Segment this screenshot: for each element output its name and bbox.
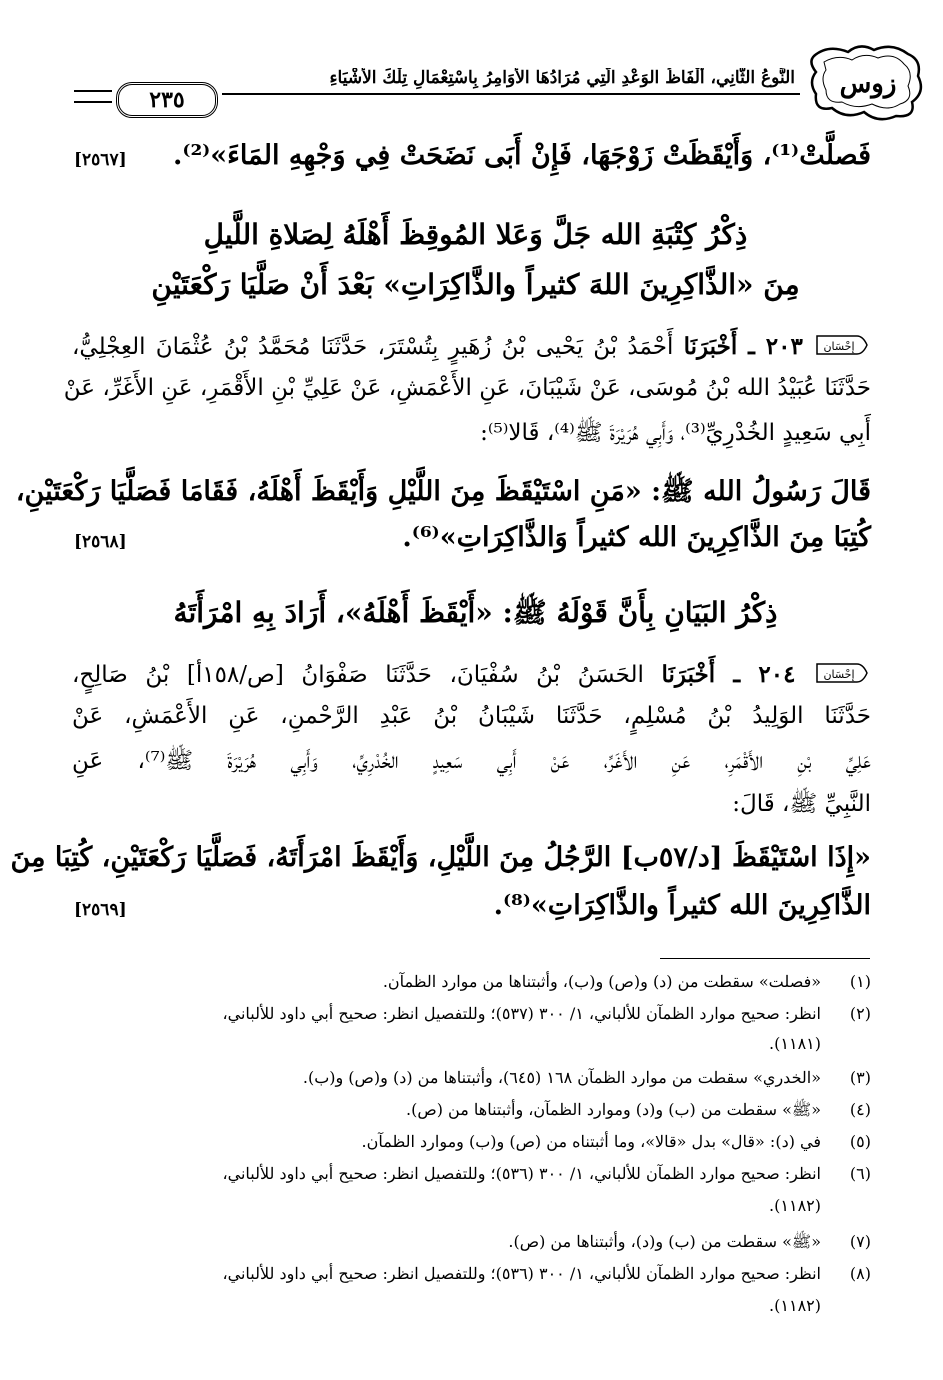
hadith-204-isnad-line3: عَلِيِّ بْنِ الأَقْمَرِ، عَنِ الأَغَرِّ، عَنْ أَبِي سَعِيدٍ الخُدْرِيِّ، وَأَبِي هُرَيْرَةَ ﷺ⁽⁷⁾، عَنِ (72, 748, 872, 774)
continuation-line: فَصلَّتْ⁽¹⁾، وَأَيْقَظَتْ زَوْجَهَا، فَإِنْ أَبَى نَضَحَتْ فِي وَجْهِهِ المَاءَ»⁽²⁾. (172, 140, 871, 171)
book-page: زوس النَّوعُ الثَّانِي، أَلْفَاظُ الوَعْدِ الَّتِي مُرَادُهَا الأَوَامِرُ بِاسْتِعْمَالِ تِلْكَ الأَشْيَاءِ ٢٣٥ فَصلَّتْ⁽¹⁾، وَأَيْقَظَتْ زَوْجَهَا، فَإِنْ أَبَى نَضَحَتْ فِي وَجْهِهِ المَاءَ»⁽²⁾. [٢٥٦٧] ذِكْرُ كِتْبَةِ الله جَلَّ وَعَلا المُوقِظَ أَهْلَهُ لِصَلاةِ اللَّيلِ مِنَ «الذَّاكِرِينَ اللهَ كثيراً والذَّاكِرَاتِ» بَعْدَ أَنْ صَلَّيَا رَكْعَتَيْنِ إِحْسَان ٢٠٣ ـ أَخْبَرَنَا أَحْمَدُ بْنُ يَحْيى بْنُ زُهَيرٍ بِتُسْتَرَ، حَدَّثَنَا مُحَمَّدُ بْنُ عُثْمَانَ العِجْلِيُّ، حَدَّثَنَا عُبَيْدُ الله بْنُ مُوسَى، عَنْ شَيْبَانَ، عَنِ الأَعْمَشِ، عَنْ عَلِيِّ بْنِ الأَقْمَرِ، عَنِ الأَغَرِّ، عَنْ أَبِي سَعِيدٍ الخُدْرِيِّ⁽³⁾، وَأَبِي هُرَيْرَةَ ﷺ⁽⁴⁾، قَالا⁽⁵⁾: قَالَ رَسُولُ الله ﷺ: «مَنِ اسْتَيْقَظَ مِنَ اللَّيْلِ وَأَيْقَظَ أَهْلَهُ، فَقَامَا فَصَلَّيَا رَكْعَتَيْنِ، كُتِبَا مِنَ الذَّاكِرِينَ الله كثيراً وَالذَّاكِرَاتِ»⁽⁶⁾. [٢٥٦٨] ذِكْرُ البَيَانِ بِأَنَّ قَوْلَهُ ﷺ: «أَيْقَظَ أَهْلَهُ»، أَرَادَ بِهِ امْرَأَتَهُ إِحْسَان ٢٠٤ ـ أَخْبَرَنَا الحَسَنُ بْنُ سُفْيَانَ، حَدَّثَنَا صَفْوَانُ [ص/١٥٨أ] بْنُ صَالِحٍ، حَدَّثَنَا الوَلِيدُ بْنُ مُسْلِمٍ، حَدَّثَنَا شَيْبَانُ بْنُ عَبْدِ الرَّحْمنِ، عَنِ الأَعْمَشِ، عَنْ عَلِيِّ بْنِ الأَقْمَرِ، عَنِ الأَغَرِّ، عَنْ أَبِي سَعِيدٍ الخُدْرِيِّ، وَأَبِي هُرَيْرَةَ ﷺ⁽⁷⁾، عَنِ النَّبِيِّ ﷺ، قَالَ: «إِذَا اسْتَيْقَظَ [د/٥٧ب] الرَّجُلُ مِنَ اللَّيْلِ، وَأَيْقَظَ امْرَأَتَهُ، فَصَلَّيَا رَكْعَتَيْنِ، كُتِبَا مِنَ الذَّاكِرِينَ الله كثيراً والذَّاكِرَاتِ»⁽⁸⁾. [٢٥٦٩] (١) «فصلت» سقطت من (د) و(ص) و(ب)، وأثبتناها من موارد الظمآن. (٢) انظر: صحيح موارد الظمآن للألباني، ١/ ٣٠٠ (٥٣٧)؛ وللتفصيل انظر: صحيح أبي داود للألباني، (١١٨١). (٣) «الخدري» سقطت من موارد الظمآن ١٦٨ (٦٤٥)، وأثبتناها من (د) و(ص) و(ب). (٤) «ﷺ» سقطت من (ب) و(د) وموارد الظمآن، وأثبتناها من (ص). (٥) في (د): «قال» بدل «قالا»، وما أثبتناه من (ص) و(ب) وموارد الظمآن. (٦) انظر: صحيح موارد الظمآن للألباني، ١/ ٣٠٠ (٥٣٦)؛ وللتفصيل انظر: صحيح أبي داود للألباني، (١١٨٢). (٧) «ﷺ» سقطت من (ب) و(د)، وأثبتناها من (ص). (٨) انظر: صحيح موارد الظمآن للألباني، ١/ ٣٠٠ (٥٣٦)؛ وللتفصيل انظر: صحيح أبي داود للألباني، (١١٨٢). (0, 0, 943, 1380)
hadith-ref-2567: [٢٥٦٧] (74, 150, 127, 170)
hadith-204-isnad-line2: حَدَّثَنَا الوَلِيدُ بْنُ مُسْلِمٍ، حَدَّثَنَا شَيْبَانُ بْنُ عَبْدِ الرَّحْمنِ، عَنِ الأَعْمَشِ، عَنْ (72, 703, 871, 729)
ihsan-badge-icon (813, 660, 871, 692)
chapter-heading-2: ذِكْرُ البَيَانِ بِأَنَّ قَوْلَهُ ﷺ: «أَيْقَظَ أَهْلَهُ»، أَرَادَ بِهِ امْرَأَتَهُ (173, 596, 778, 629)
hadith-203-matn-line1: قَالَ رَسُولُ الله ﷺ: «مَنِ اسْتَيْقَظَ مِنَ اللَّيْلِ وَأَيْقَظَ أَهْلَهُ، فَقَامَا فَصَلَّيَا رَكْعَتَيْنِ، (15, 476, 871, 507)
footnote-divider (660, 958, 870, 959)
svg-text:إِحْسَان: إِحْسَان (823, 340, 855, 353)
hadith-204-matn-line2: الذَّاكِرِينَ الله كثيراً والذَّاكِرَاتِ»⁽⁸⁾. (493, 890, 871, 921)
svg-text:إِحْسَان: إِحْسَان (823, 668, 855, 681)
chapter-heading-1-line2: مِنَ «الذَّاكِرِينَ اللهَ كثيراً والذَّاكِرَاتِ» بَعْدَ أَنْ صَلَّيَا رَكْعَتَيْنِ (151, 268, 800, 301)
hadith-ref-2569: [٢٥٦٩] (74, 900, 127, 920)
header-divider (222, 93, 800, 95)
hadith-203-number: ٢٠٣ ـ أَخْبَرَنَا (683, 333, 803, 360)
footnote-6-continuation: (١١٨٢). (769, 1196, 821, 1215)
hadith-204-number: ٢٠٤ ـ أَخْبَرَنَا (661, 661, 796, 688)
header-double-rule (74, 90, 112, 103)
page-number: ٢٣٥ (116, 82, 218, 118)
chapter-heading-1-line1: ذِكْرُ كِتْبَةِ الله جَلَّ وَعَلا المُوقِظَ أَهْلَهُ لِصَلاةِ اللَّيلِ (203, 218, 748, 251)
hadith-204-isnad-line1 (72, 660, 871, 692)
running-header-title: النَّوعُ الثَّانِي، أَلْفَاظُ الوَعْدِ الَّتِي مُرَادُهَا الأَوَامِرُ بِاسْتِعْمَالِ تِلْكَ الأَشْيَاءِ (329, 68, 795, 88)
hadith-203-isnad-line1 (72, 332, 871, 364)
hadith-203-isnad-text-1: أَحْمَدُ بْنُ يَحْيى بْنُ زُهَيرٍ بِتُسْتَرَ، حَدَّثَنَا مُحَمَّدُ بْنُ عُثْمَانَ العِجْلِيُّ، (72, 334, 674, 360)
ihsan-badge-icon (813, 332, 871, 364)
hadith-204-matn-line1: «إِذَا اسْتَيْقَظَ [د/٥٧ب] الرَّجُلُ مِنَ اللَّيْلِ، وَأَيْقَظَ امْرَأَتَهُ، فَصَلَّيَا رَكْعَتَيْنِ، كُتِبَا مِنَ (10, 842, 871, 873)
footnote-8-continuation: (١١٨٢). (769, 1296, 821, 1315)
hadith-204-isnad-text-1: الحَسَنُ بْنُ سُفْيَانَ، حَدَّثَنَا صَفْوَانُ [ص/١٥٨أ] بْنُ صَالِحٍ، (72, 662, 644, 688)
svg-text:زوس: زوس (839, 69, 897, 99)
hadith-203-isnad-line3: أَبِي سَعِيدٍ الخُدْرِيِّ⁽³⁾، وَأَبِي هُرَيْرَةَ ﷺ⁽⁴⁾، قَالا⁽⁵⁾: (480, 420, 871, 446)
header-ornament-icon (808, 42, 926, 122)
hadith-204-isnad-line4: النَّبِيِّ ﷺ، قَالَ: (732, 791, 871, 817)
hadith-203-matn-line2: كُتِبَا مِنَ الذَّاكِرِينَ الله كثيراً وَالذَّاكِرَاتِ»⁽⁶⁾. (402, 522, 871, 553)
hadith-203-isnad-line2: حَدَّثَنَا عُبَيْدُ الله بْنُ مُوسَى، عَنْ شَيْبَانَ، عَنِ الأَعْمَشِ، عَنْ عَلِيِّ بْنِ الأَقْمَرِ، عَنِ الأَغَرِّ، عَنْ (63, 375, 871, 401)
hadith-ref-2568: [٢٥٦٨] (74, 532, 127, 552)
footnote-2-continuation: (١١٨١). (769, 1034, 821, 1053)
